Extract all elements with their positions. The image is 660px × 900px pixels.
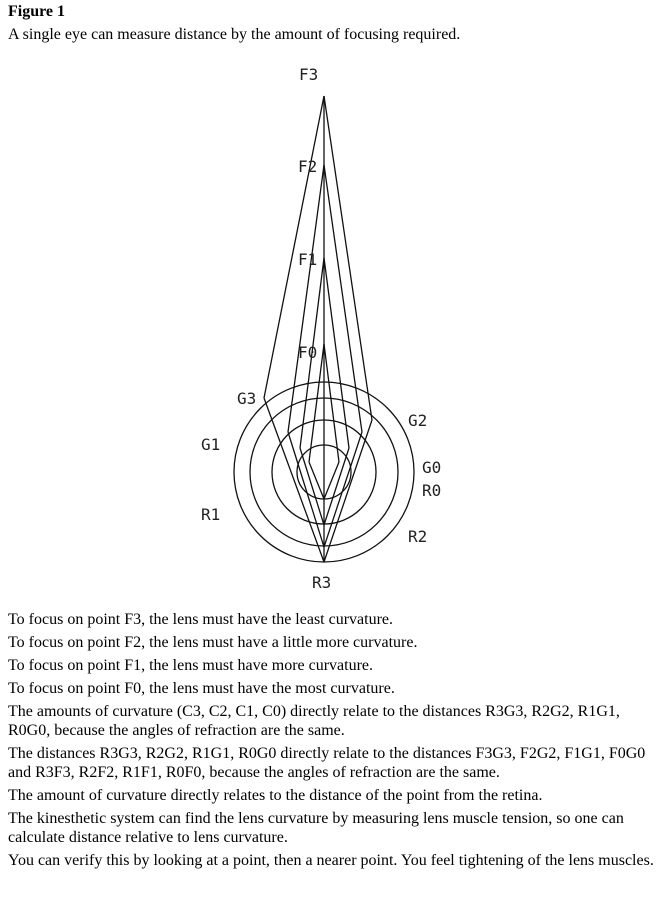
ray-f2-right-lower — [324, 432, 362, 547]
figure-caption: A single eye can measure distance by the amount of focusing required. — [8, 26, 461, 43]
ray-f2-left-lower — [288, 432, 324, 547]
label-f1: F1 — [298, 250, 318, 269]
label-r2: R2 — [408, 527, 428, 546]
label-g1: G1 — [201, 435, 221, 454]
figure-title: Figure 1 — [8, 3, 66, 20]
paragraph: To focus on point F1, the lens must have more curvature. — [8, 657, 374, 674]
label-r3: R3 — [312, 573, 332, 592]
paragraph: The amounts of curvature (C3, C2, C1, C0) directly relate to the distances R3G3, R2G2, R1G1, R0G0, because the angles of refraction are the same. — [8, 703, 620, 739]
ray-f0-right — [324, 344, 339, 462]
label-f2: F2 — [298, 157, 318, 176]
paragraph: The kinesthetic system can find the lens curvature by measuring lens muscle tension, so one can calculate distance relative to lens curvature. — [8, 810, 624, 846]
label-r0: R0 — [422, 481, 442, 500]
label-g3: G3 — [237, 389, 257, 408]
paragraph: To focus on point F3, the lens must have the least curvature. — [8, 611, 394, 628]
body-text — [8, 610, 654, 874]
label-f3: F3 — [299, 65, 319, 84]
paragraph: The amount of curvature directly relates to the distance of the point from the retina. — [8, 787, 543, 804]
label-r1: R1 — [201, 505, 221, 524]
ray-f1-left-lower — [300, 448, 324, 525]
paragraph: The distances R3G3, R2G2, R1G1, R0G0 directly relate to the distances F3G3, F2G2, F1G1, F0G0 and R3F3, R2F2, R1F1, R0F0, because the angles of refraction are the same. — [8, 745, 646, 781]
paragraph: You can verify this by looking at a point, then a nearer point. You feel tightening of the lens muscles. — [8, 852, 654, 869]
label-f0: F0 — [298, 343, 318, 362]
ray-f0-left-lower — [309, 462, 324, 499]
ray-f0-right-lower — [324, 462, 339, 499]
label-g2: G2 — [408, 411, 428, 430]
ray-f3-right — [324, 96, 372, 420]
ray-f1-right-lower — [324, 448, 349, 525]
label-g0: G0 — [422, 458, 442, 477]
paragraph: To focus on point F0, the lens must have the most curvature. — [8, 680, 395, 697]
paragraph: To focus on point F2, the lens must have a little more curvature. — [8, 634, 418, 651]
